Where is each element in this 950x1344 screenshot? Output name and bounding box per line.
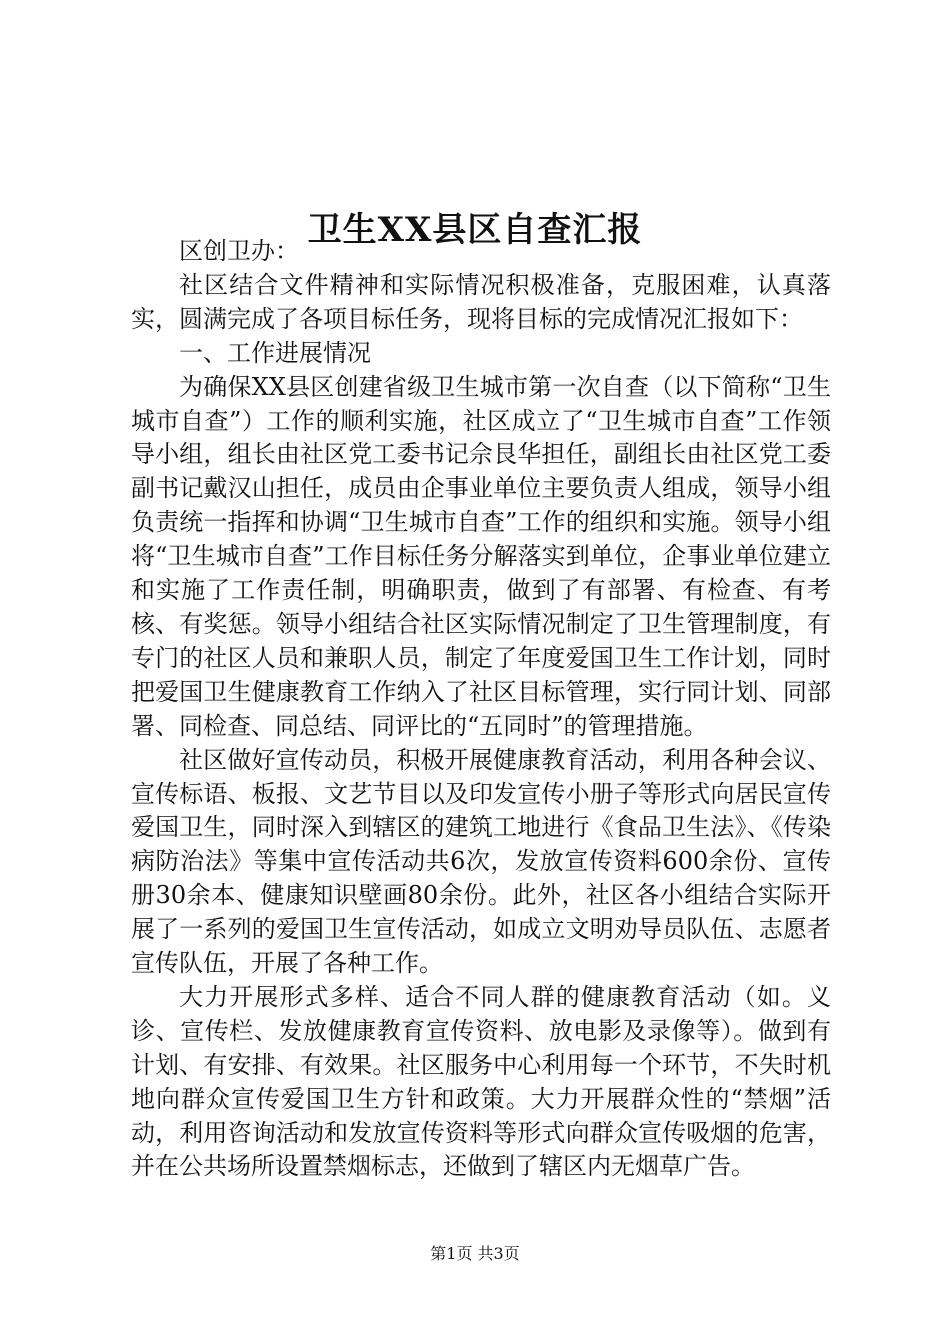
page-footer: 第1页 共3页 [430, 1244, 520, 1263]
intro-paragraph: 社区结合文件精神和实际情况积极准备，克服困难，认真落实，圆满完成了各项目标任务，现将目标的完成情况汇报如下： [131, 270, 831, 333]
section-heading: 一、工作进展情况 [179, 338, 371, 367]
body-paragraph: 为确保XX县区创建省级卫生城市第一次自查（以下简称“卫生城市自查”）工作的顺利实施，社区成立了“卫生城市自查”工作领导小组，组长由社区党工委书记佘艮华担任，副组长由社区党工委副书记戴汉山担任，成员由企事业单位主要负责人组成，领导小组负责统一指挥和协调“卫生城市自查”工作的组织和实施。领导小组将“卫生城市自查”工作目标任务分解落实到单位，企事业单位建立和实施了工作责任制，明确职责，做到了有部署、有检查、有考核、有奖惩。领导小组结合社区实际情况制定了卫生管理制度，有专门的社区人员和兼职人员，制定了年度爱国卫生工作计划，同时把爱国卫生健康教育工作纳入了社区目标管理，实行同计划、同部署、同检查、同总结、同评比的“五同时”的管理措施。 [131, 372, 831, 740]
document-body [131, 235, 831, 1184]
body-paragraph: 社区做好宣传动员，积极开展健康教育活动，利用各种会议、宣传标语、板报、文艺节目以及印发宣传小册子等形式向居民宣传爱国卫生，同时深入到辖区的建筑工地进行《食品卫生法》、《传染病防治法》等集中宣传活动共6次，发放宣传资料600余份、宣传册30余本、健康知识壁画80余份。此外，社区各小组结合实际开展了一系列的爱国卫生宣传活动，如成立文明劝导员队伍、志愿者宣传队伍，开展了各种工作。 [131, 745, 831, 978]
document-title: 卫生XX县区自查汇报 [307, 209, 643, 250]
body-paragraph: 大力开展形式多样、适合不同人群的健康教育活动（如。义诊、宣传栏、发放健康教育宣传资料、放电影及录像等）。做到有计划、有安排、有效果。社区服务中心利用每一个环节，不失时机地向群众宣传爱国卫生方针和政策。大力开展群众性的“禁烟”活动，利用咨询活动和发放宣传资料等形式向群众宣传吸烟的危害，并在公共场所设置禁烟标志，还做到了辖区内无烟草广告。 [131, 982, 831, 1181]
salutation: 区创卫办： [179, 237, 299, 265]
